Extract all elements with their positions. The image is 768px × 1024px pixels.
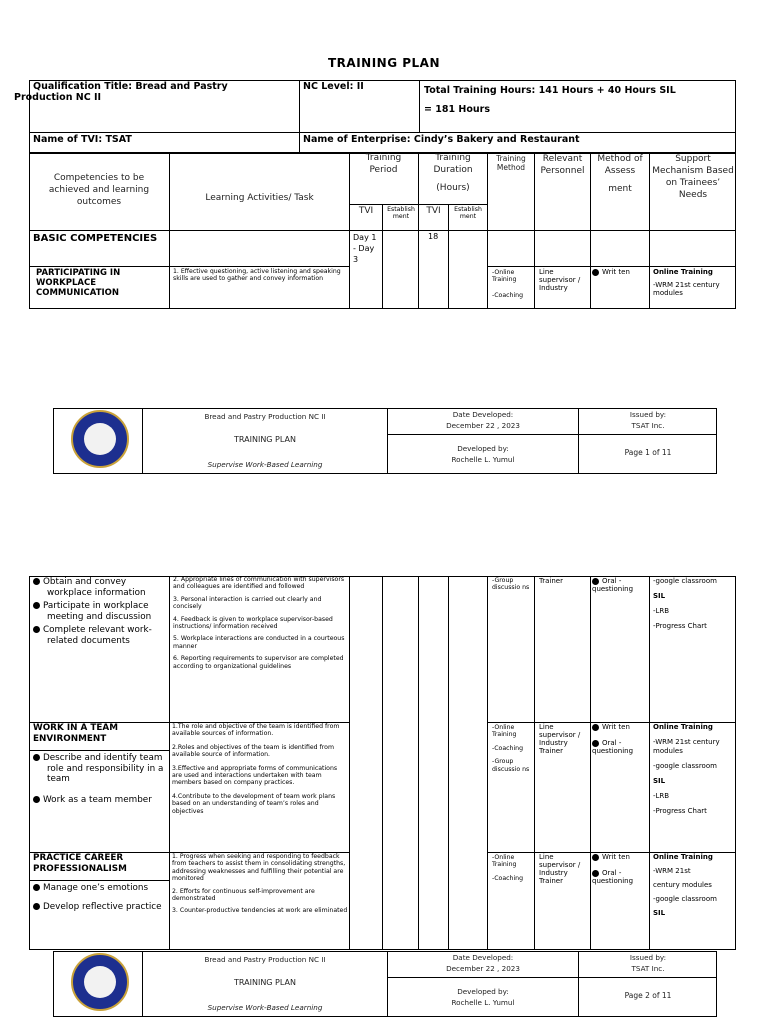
school-seal-logo: [71, 410, 129, 468]
s2-method: -Online Training -Coaching -Group discussio ns: [492, 724, 530, 773]
s3-method: -Online Training -Coaching: [492, 854, 524, 882]
col-establishment-period: Establish ment: [387, 206, 415, 221]
s3-title: PRACTICE CAREER PROFESSIONALISM: [33, 853, 127, 874]
footer-course: Bread and Pastry Production NC II: [204, 412, 326, 421]
footer-developer: Developed by: Rochelle L. Yumul: [451, 444, 515, 464]
method-p1: -Online Training -Coaching: [492, 269, 524, 299]
col-training-period: Training Period: [365, 153, 402, 175]
s3-outcome-2: Develop reflective practice: [33, 902, 167, 913]
footer-page-2: Page 2 of 11: [624, 991, 672, 1000]
col-competencies: Competencies to be achieved and learning outcomes: [48, 173, 150, 207]
enterprise-name: Name of Enterprise: Cindy’s Bakery and Restaurant: [303, 134, 580, 145]
page-title: TRAINING PLAN: [327, 56, 441, 70]
assessment-p1: Writ ten: [592, 268, 648, 276]
s1-outcome-2: Participate in workplace meeting and discussion: [33, 601, 167, 622]
activity-p1: 1. Effective questioning, active listening and speaking skills are used to gather and convey information: [173, 268, 341, 283]
footer-page-1: Page 1 of 11: [624, 448, 672, 457]
footer2-course: Bread and Pastry Production NC II: [204, 955, 326, 964]
col-assessment: Method of Assess ment: [597, 154, 643, 194]
footer2-issued: Issued by: TSAT Inc.: [629, 953, 667, 973]
tvi-name: Name of TVI: TSAT: [33, 134, 132, 145]
s1-support: -google classroom SIL -LRB -Progress Chart: [653, 577, 717, 630]
s2-title: WORK IN A TEAM ENVIRONMENT: [33, 723, 118, 744]
nc-level: NC Level: II: [303, 81, 364, 92]
s2-activities: 1.The role and objective of the team is identified from available sources of information. 2.Roles and objectives of the team is identified from available source of information. 3.Effective and appropriate forms of communications are used and interactions undertaken with team members based on company practices. 4.Contribute to the development of team work plans based on an understanding of team’s roles and objectives: [172, 723, 340, 815]
s2-outcome-2: Work as a team member: [33, 795, 167, 806]
footer2-doc: TRAINING PLAN: [234, 978, 296, 987]
s2-support: Online Training -WRM 21st century modules -google classroom SIL -LRB -Progress Chart: [653, 723, 720, 815]
school-seal-logo-2: [71, 953, 129, 1011]
s1-assessment: Oral - questioning: [592, 577, 634, 593]
footer2-date: Date Developed: December 22 , 2023: [446, 953, 520, 973]
total-hours: Total Training Hours: 141 Hours + 40 Hours SIL = 181 Hours: [424, 85, 676, 115]
col-support: Support Mechanism Based on Trainees’ Needs: [652, 154, 734, 200]
qualification-title: Qualification Title: Bread and Pastry: [33, 81, 228, 92]
footer2-developer: Developed by: Rochelle L. Yumul: [451, 987, 515, 1007]
s3-support: Online Training -WRM 21st century modules -google classroom SIL: [653, 853, 717, 917]
s1-outcome-3: Complete relevant work-related documents: [33, 625, 167, 646]
s1-activities: 2. Appropriate lines of communication with supervisors and colleagues are identified and followed 3. Personal interaction is carried out clearly and concisely 4. Feedback is given to workplace supervisor-based instructions/ information received 5. Workplace interactions are conducted in a courteous manner 6. Reporting requirements to supervisor are completed according to organizational guidelines: [173, 576, 345, 670]
s2-assessment: Writ ten Oral - questioning: [592, 723, 634, 755]
support-p1: Online Training -WRM 21st century modules: [653, 268, 720, 297]
footer2-sub: Supervise Work-Based Learning: [207, 1003, 323, 1012]
s1-outcomes: [33, 577, 167, 649]
s3-activities: 1. Progress when seeking and responding to feedback from teachers to assist them in consolidating strengths, addressing weaknesses and fulfilling their potential are monitored 2. Efforts for continuous self-improvement are demonstrated 3. Counter-productive tendencies at work are eliminated: [172, 853, 348, 915]
s3-assessment: Writ ten Oral - questioning: [592, 853, 634, 885]
s2-outcomes: [33, 753, 167, 808]
s3-outcome-1: Manage one’s emotions: [33, 883, 167, 894]
personnel-p1: Line supervisor / Industry: [539, 268, 581, 292]
footer-issued: Issued by: TSAT Inc.: [629, 410, 667, 430]
col-establishment-duration: Establish ment: [454, 206, 482, 221]
qualification-title-cont: Production NC II: [14, 92, 102, 103]
col-training-duration: Training Duration (Hours): [433, 153, 473, 193]
s2-outcome-1: Describe and identify team role and responsibility in a team: [33, 753, 167, 785]
col-activities: Learning Activities/ Task: [205, 193, 314, 203]
s3-personnel: Line supervisor / Industry Trainer: [539, 853, 581, 885]
training-hours: 18: [428, 232, 439, 241]
s1-outcome-1: Obtain and convey workplace information: [33, 577, 167, 598]
col-tvi-period: TVI: [358, 206, 374, 216]
footer-date: Date Developed: December 22 , 2023: [446, 410, 520, 430]
training-day: Day 1 - Day 3: [353, 233, 377, 264]
competency-participating: PARTICIPATING IN WORKPLACE COMMUNICATION: [36, 268, 121, 298]
s1-method: -Group discussio ns: [492, 577, 530, 592]
basic-competencies: BASIC COMPETENCIES: [33, 233, 158, 244]
s2-personnel: Line supervisor / Industry Trainer: [539, 723, 581, 755]
col-training-method: Training Method: [496, 154, 526, 172]
s1-personnel: Trainer: [539, 577, 563, 585]
col-tvi-duration: TVI: [426, 206, 441, 216]
col-relevant-personnel: Relevant Personnel: [540, 154, 585, 176]
footer-sub: Supervise Work-Based Learning: [207, 460, 323, 469]
s3-outcomes: [33, 883, 167, 915]
footer-doc: TRAINING PLAN: [234, 435, 296, 444]
